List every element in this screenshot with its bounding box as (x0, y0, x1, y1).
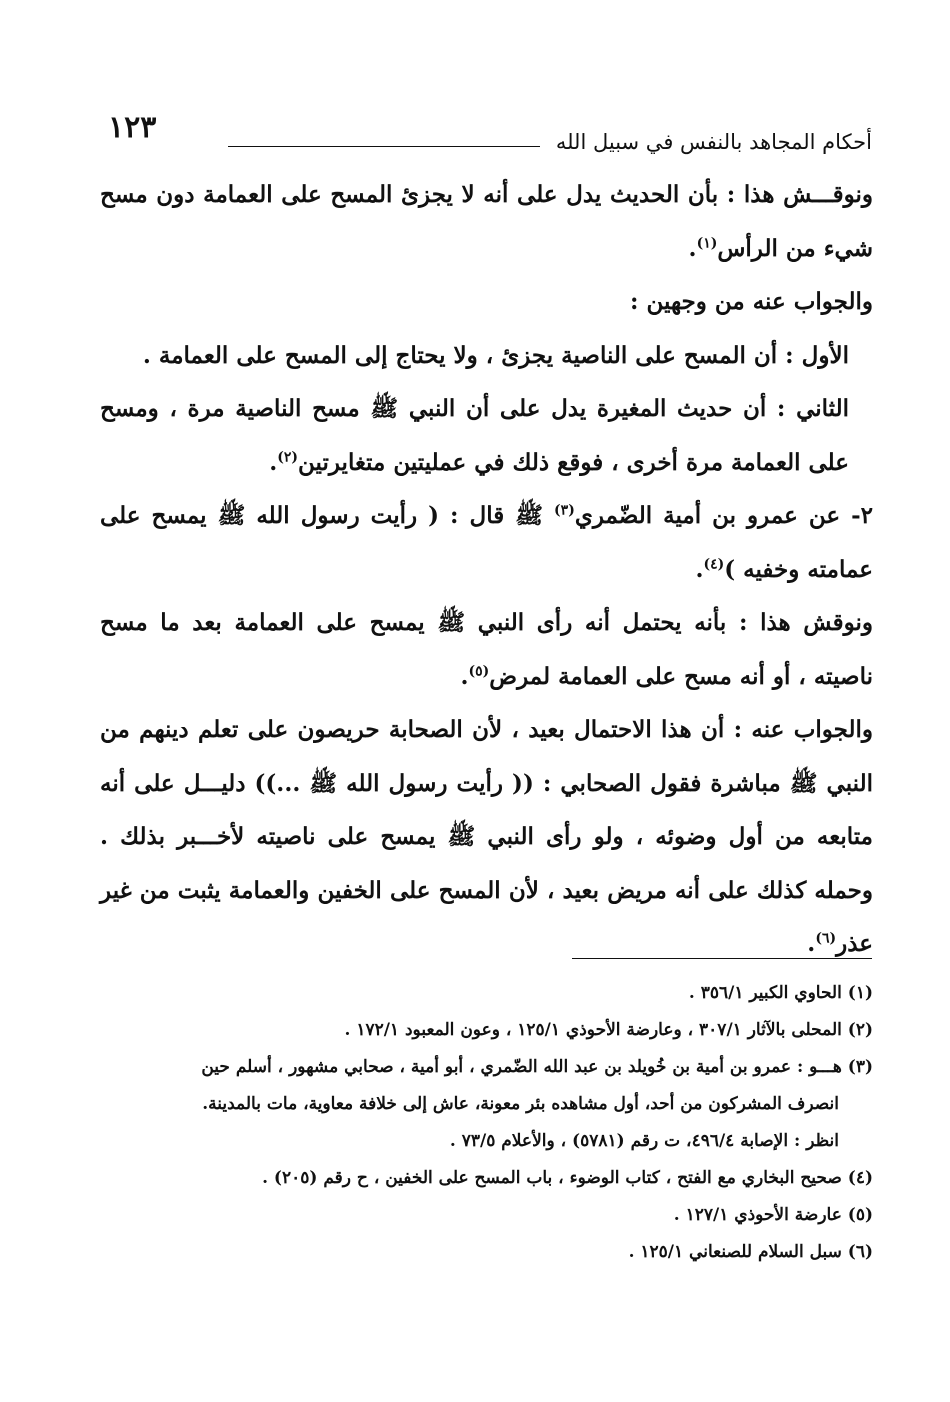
paragraph-first-point: الأول : أن المسح على الناصية يجزئ ، ولا يحتاج إلى المسح على العمامة . (142, 341, 849, 369)
footnotes (100, 975, 873, 1271)
paragraph-objection-2: ونوقش هذا : بأنه يحتمل أنه رأى النبي ﷺ يمسح على العمامة بعد ما مسح ناصيته ، أو أنه مسح على العمامة لمرض$^{(٥)}$. (100, 609, 873, 690)
footnote-3: (٣) هـــو : عمرو بن أمية بن خُويلد بن عبد الله الضّمري ، أبو أمية ، صحابي مشهور ، أسلم حين (201, 1057, 873, 1077)
footnote-1: (١) الحاوي الكبير ٣٥٦/١ . (688, 983, 873, 1003)
running-header-title: أحكام المجاهد بالنفس في سبيل الله (555, 130, 872, 154)
footnote-ref: (٣) (554, 502, 575, 519)
paragraph-answer-intro: والجواب عنه من وجهين : (630, 288, 873, 315)
footnote-ref: (٢) (277, 448, 298, 465)
paragraph-second-point: الثاني : أن حديث المغيرة يدل على أن النبي ﷺ مسح الناصية مرة ، ومسح على العمامة مرة أخرى ، فوقع ذلك في عمليتين متغايرتين$^{(٢)}$. (100, 395, 849, 476)
footnote-ref: (٤) (703, 555, 725, 572)
footnote-6: (٦) سبل السلام للصنعاني ١٢٥/١ . (628, 1242, 873, 1262)
footnote-ref: (٦) (815, 930, 837, 947)
page-number: ١٢٣ (108, 110, 157, 145)
footnote-ref: (١) (696, 234, 718, 251)
footnote-ref: (٥) (468, 662, 490, 679)
footnote-5: (٥) عارضة الأحوذي ١٢٧/١ . (673, 1205, 873, 1225)
main-text (100, 168, 873, 971)
paragraph-hadith-2: ٢- عن عمرو بن أمية الضّمري$^{(٣)}$ ﷺ قال : ( رأيت رسول الله ﷺ يمسح على عمامته وخفيه )$^{(٤)}$. (100, 502, 873, 583)
paragraph-objection-1: ونوقـــش هذا : بأن الحديث يدل على أنه لا يجزئ المسح على العمامة دون مسح شيء من الرأس$^{(١)}$. (100, 181, 873, 262)
footnote-3-source: انظر : الإصابة ٤٩٦/٤، ت رقم (٥٧٨١) ، والأعلام ٧٣/٥ . (449, 1131, 839, 1151)
header-rule (228, 146, 540, 147)
paragraph-answer-2: والجواب عنه : أن هذا الاحتمال بعيد ، لأن الصحابة حريصون على تعلم دينهم من النبي ﷺ مباشرة فقول الصحابي : (( رأيت رسول الله ﷺ ...)) دليـــل على أنه متابعه من أول وضوئه ، ولو رأى النبي ﷺ يمسح على ناصيته لأخـــبر بذلك . وحمله كذلك على أنه مريض بعيد ، لأن المسح على الخفين والعمامة يثبت من غير عذر$^{(٦)}$. (100, 716, 873, 957)
footnote-4: (٤) صحيح البخاري مع الفتح ، كتاب الوضوء ، باب المسح على الخفين ، ح رقم (٢٠٥) . (262, 1168, 873, 1188)
footnote-2: (٢) المحلى بالآثار ٣٠٧/١ ، وعارضة الأحوذي ١٢٥/١ ، وعون المعبود ١٧٢/١ . (344, 1020, 873, 1040)
footnote-separator (572, 958, 872, 959)
footnote-3-continued: انصرف المشركون من أحد، أول مشاهده بئر معونة، عاش إلى خلافة معاوية، مات بالمدينة. (202, 1094, 839, 1114)
